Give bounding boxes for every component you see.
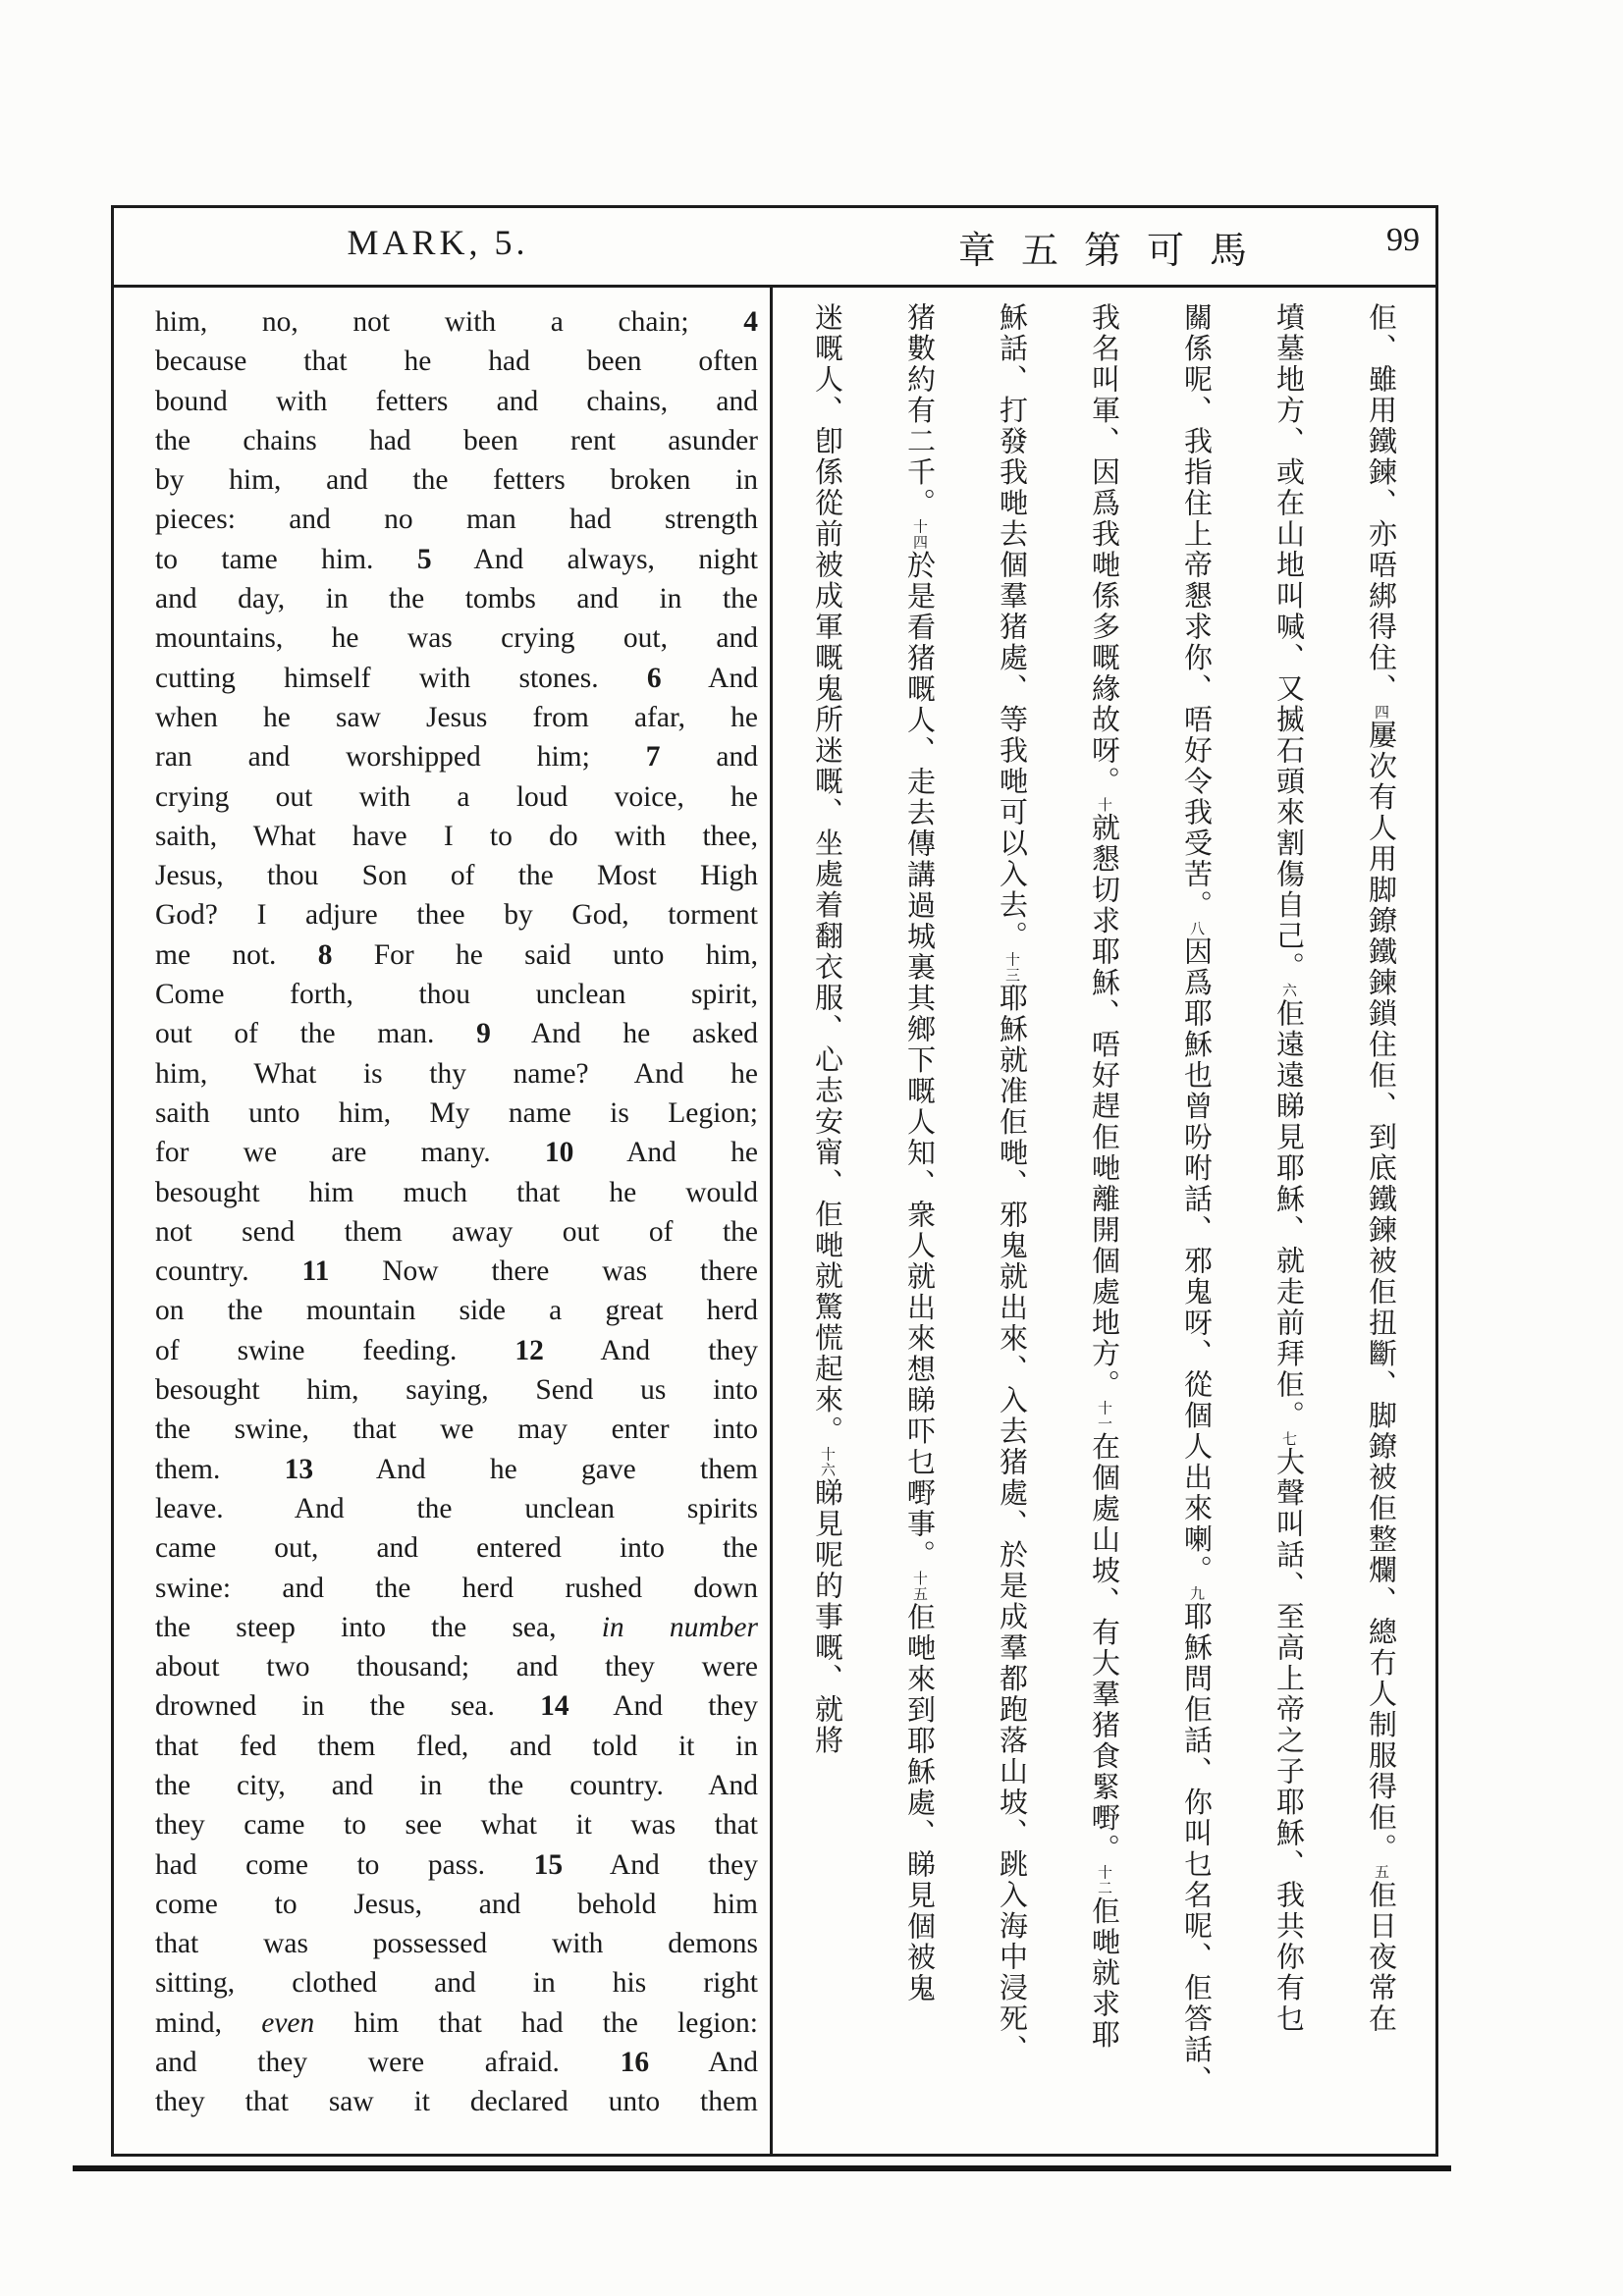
verse-number-marker: 十四 — [911, 518, 929, 551]
english-line: when he saw Jesus from afar, he — [155, 701, 758, 733]
verse-number-marker: 五 — [1373, 1864, 1390, 1880]
chinese-column: 我名叫軍、因爲我哋係多嘅緣故呀。十就懇切求耶穌、唔好趕佢哋離開個處地方。十一在個處山坡、有大羣猪食緊嘢。十二佢哋就求耶 — [1088, 302, 1121, 2051]
english-line: came out, and entered into the — [155, 1532, 758, 1565]
english-line: cutting himself with stones. 6 And — [155, 662, 758, 694]
english-line: saith, What have I to do with thee, — [155, 820, 758, 852]
english-line: him, no, not with a chain; 4 — [155, 306, 758, 338]
english-line: of swine feeding. 12 And they — [155, 1334, 759, 1366]
verse-number-marker: 十三 — [1003, 951, 1021, 984]
english-line: and they were afraid. 16 And — [155, 2047, 758, 2079]
verse-number-marker: 四 — [1373, 704, 1390, 721]
english-line: the swine, that we may enter into — [155, 1414, 758, 1446]
english-line: ran and worshipped him; 7 and — [155, 741, 759, 774]
english-line: not send them away out of the — [155, 1215, 758, 1248]
english-line: the chains had been rent asunder — [155, 424, 758, 456]
verse-number-marker: 十一 — [1096, 1400, 1113, 1432]
english-line: me not. 8 For he said unto him, — [155, 938, 758, 971]
page-header — [114, 208, 1435, 288]
english-line: out of the man. 9 And he asked — [155, 1018, 758, 1050]
page-number: 99 — [1386, 222, 1420, 258]
english-line: saith unto him, My name is Legion; — [155, 1096, 758, 1129]
chinese-column: 佢、雖用鐵鍊、亦唔綁得住、四屢次有人用脚鐐鐵鍊鎖住佢、到底鐵鍊被佢扭斷、脚鐐被佢整爛、總冇人制服得佢。五佢日夜常在 — [1365, 302, 1398, 2035]
english-line: swine: and the herd rushed down — [155, 1572, 758, 1604]
verse-number-marker: 十 — [1096, 797, 1113, 813]
chinese-column: 墳墓地方、或在山地叫喊、又揻石頭來割傷自己。六佢遠遠睇見耶穌、就走前拜佢。七大聲叫話、至高上帝之子耶穌、我共你有乜 — [1272, 302, 1306, 2035]
english-line: sitting, clothed and in his right — [155, 1967, 758, 2000]
verse-number-marker: 八 — [1188, 921, 1206, 936]
page-frame — [111, 205, 1438, 2157]
chinese-column: 關係呢、我指住上帝懇求你、唔好令我受苦。八因爲耶穌也曾吩咐話、邪鬼呀、從個人出來喇。九耶穌問佢話、你叫乜名呢、佢答話、 — [1180, 302, 1214, 2097]
english-line: come to Jesus, and behold him — [155, 1888, 758, 1920]
english-line: because that he had been often — [155, 346, 758, 378]
english-line: leave. And the unclean spirits — [155, 1492, 758, 1524]
english-line: the steep into the sea, in number — [155, 1611, 758, 1643]
chinese-text-columns — [778, 302, 1428, 2152]
verse-number-marker: 十六 — [819, 1446, 837, 1478]
english-line: bound with fetters and chains, and — [155, 385, 758, 417]
english-line: they that saw it declared unto them — [155, 2086, 758, 2118]
english-line: and day, in the tombs and in the — [155, 583, 758, 615]
chinese-column: 穌話、打發我哋去個羣猪處、等我哋可以入去。十三耶穌就准佢哋、邪鬼就出來、入去猪處、於是成羣都跑落山坡、跳入海中浸死、 — [996, 302, 1029, 2065]
english-line: to tame him. 5 And always, night — [155, 543, 758, 575]
english-line: mind, even him that had the legion: — [155, 2006, 758, 2039]
verse-number-marker: 十五 — [911, 1571, 929, 1602]
english-line: for we are many. 10 And he — [155, 1137, 758, 1169]
verse-number-marker: 七 — [1280, 1431, 1298, 1447]
bottom-page-rule — [73, 2165, 1451, 2171]
verse-number-marker: 六 — [1280, 983, 1298, 998]
english-line: besought him, saying, Send us into — [155, 1374, 758, 1407]
chinese-column: 迷嘅人、卽係從前被成軍嘅鬼所迷嘅、坐處着翻衣服、心志安甯、佢哋就驚慌起來。十六睇見呢的事嘅、就將 — [811, 302, 844, 1756]
english-line: drowned in the sea. 14 And they — [155, 1690, 759, 1723]
english-line: that was possessed with demons — [155, 1928, 758, 1960]
english-line: the city, and in the country. And — [155, 1769, 758, 1801]
column-divider-rule — [770, 288, 773, 2154]
english-line: God? I adjure thee by God, torment — [155, 899, 758, 932]
english-line: on the mountain side a great herd — [155, 1295, 758, 1327]
english-line: about two thousand; and they were — [155, 1651, 758, 1683]
english-line: by him, and the fetters broken in — [155, 464, 758, 497]
running-title-chinese: 章五第可馬 — [957, 229, 1272, 272]
english-line: that fed them fled, and told it in — [155, 1730, 758, 1762]
english-line: him, What is thy name? And he — [155, 1057, 758, 1090]
english-line: besought him much that he would — [155, 1176, 758, 1208]
english-line: country. 11 Now there was there — [155, 1255, 758, 1288]
chinese-column: 猪數約有二千。十四於是看猪嘅人、走去傳講過城裏其鄉下嘅人知、衆人就出來想睇吓乜嘢事。十五佢哋來到耶穌處、睇見個被鬼 — [903, 302, 937, 2004]
english-line: they came to see what it was that — [155, 1809, 758, 1842]
english-line: Come forth, thou unclean spirit, — [155, 979, 758, 1011]
english-line: had come to pass. 15 And they — [155, 1848, 759, 1881]
verse-number-marker: 十二 — [1096, 1864, 1113, 1896]
english-line: Jesus, thou Son of the Most High — [155, 860, 758, 892]
running-title-english: MARK, 5. — [347, 223, 529, 262]
english-line: crying out with a loud voice, he — [155, 780, 758, 813]
verse-number-marker: 九 — [1188, 1585, 1206, 1602]
english-line: mountains, he was crying out, and — [155, 622, 758, 655]
english-line: pieces: and no man had strength — [155, 504, 758, 536]
english-line: them. 13 And he gave them — [155, 1453, 758, 1485]
english-text-column — [155, 302, 758, 2122]
